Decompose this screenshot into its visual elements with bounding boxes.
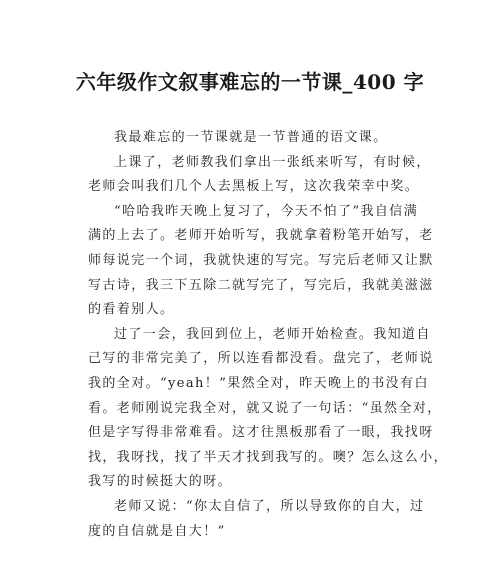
essay-line: 但是字写得非常难看。这才往黑板那看了一眼，我找呀 bbox=[88, 425, 434, 441]
essay-line: “哈哈我昨天晚上复习了，今天不怕了”我自信满 bbox=[114, 203, 419, 219]
essay-line: 的看着别人。 bbox=[88, 302, 175, 318]
essay-line: 度的自信就是自大！” bbox=[88, 523, 226, 539]
essay-line: 我写的时候挺大的呀。 bbox=[88, 474, 233, 490]
essay-line: 看。老师刚说完我全对，就又说了一句话：“虽然全对， bbox=[88, 400, 442, 416]
essay-line: 满的上去了。老师开始听写，我就拿着粉笔开始写，老 bbox=[88, 228, 434, 244]
essay-line: 找，我呀找，找了半天才找到我写的。噢？怎么这么小， bbox=[88, 449, 449, 465]
essay-line: 师每说完一个词，我就快速的写完。写完后老师又让默 bbox=[88, 252, 434, 268]
essay-line: 老师又说：“你太自信了，所以导致你的自大，过 bbox=[114, 498, 425, 514]
essay-line: 老师会叫我们几个人去黑板上写，这次我荣幸中奖。 bbox=[88, 179, 420, 195]
essay-line: 过了一会，我回到位上，老师开始检查。我知道自 bbox=[114, 326, 431, 342]
page-title: 六年级作文叙事难忘的一节课_400 字 bbox=[75, 70, 425, 94]
essay-line: 己写的非常完美了，所以连看都没看。盘完了，老师说 bbox=[88, 351, 434, 367]
essay-body bbox=[88, 126, 449, 544]
essay-line: 我最难忘的一节课就是一节普通的语文课。 bbox=[114, 130, 388, 145]
essay-line: 写古诗，我三下五除二就写完了，写完后，我就美滋滋 bbox=[88, 277, 434, 293]
essay-line: 上课了，老师教我们拿出一张纸来听写，有时候， bbox=[114, 154, 431, 170]
essay-line: 我的全对。“yeah！”果然全对，昨天晚上的书没有白 bbox=[88, 375, 429, 391]
